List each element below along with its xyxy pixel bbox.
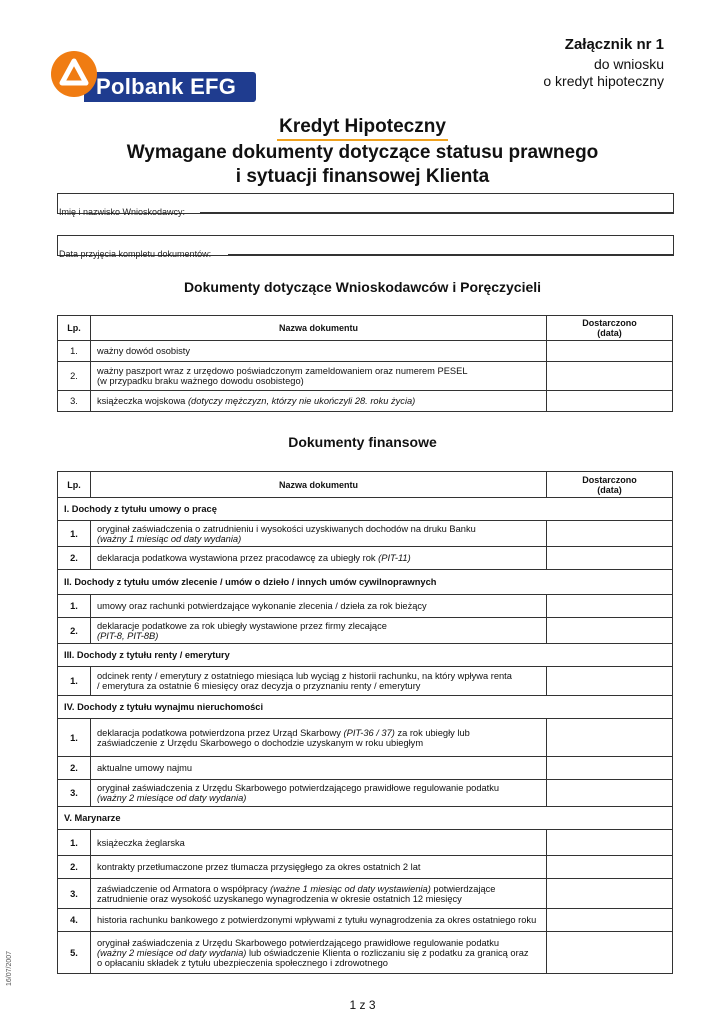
row-text: oryginał zaświadczenia z Urzędu Skarbowego potwierdzającego prawidłowe regulowanie podatku (ważny 2 miesiące od daty wydania) (91, 780, 547, 807)
group-row-rental (58, 696, 673, 719)
page-subtitle (0, 141, 725, 189)
col-lp: Lp. (58, 472, 91, 498)
group-title: III. Dochody z tytułu renty / emerytury (58, 644, 673, 667)
table-row (58, 830, 673, 856)
row-lp: 1. (58, 830, 91, 856)
table-row (58, 757, 673, 780)
row-lp: 3. (58, 780, 91, 807)
row-text: ważny paszport wraz z urzędowo poświadczonym zameldowaniem oraz numerem PESEL (w przypadku braku ważnego dowodu osobistego) (91, 362, 547, 391)
row-text: deklaracja podatkowa wystawiona przez pracodawcę za ubiegły rok (PIT-11) (91, 547, 547, 570)
row-text: zaświadczenie od Armatora o współpracy (ważne 1 miesiąc od daty wystawienia) potwierdzające zatrudnienie oraz wysokość uzyskanego wynagrodzenia w okresie ostatnich 12 miesięcy (91, 879, 547, 909)
row-text: książeczka żeglarska (91, 830, 547, 856)
row-lp: 2. (58, 362, 91, 391)
delivered-date-cell[interactable] (547, 780, 673, 807)
logo-text: Polbank EFG (96, 74, 237, 99)
delivered-date-cell[interactable] (547, 909, 673, 932)
attachment-info (543, 36, 664, 90)
applicant-name-label: Imię i nazwisko Wnioskodawcy: (59, 207, 186, 217)
group-title: II. Dochody z tytułu umów zlecenie / umów o dzieło / innych umów cywilnoprawnych (58, 570, 673, 595)
row-lp: 2. (58, 547, 91, 570)
col-name: Nazwa dokumentu (91, 472, 547, 498)
section2-heading: Dokumenty finansowe (288, 434, 437, 450)
row-text: deklaracje podatkowe za rok ubiegły wystawione przez firmy zlecające (PIT-8, PIT-8B) (91, 618, 547, 644)
delivered-date-cell[interactable] (547, 391, 673, 412)
table-row (58, 856, 673, 879)
row-lp: 1. (58, 341, 91, 362)
table-row (58, 341, 673, 362)
col-lp: Lp. (58, 316, 91, 341)
delivered-date-cell[interactable] (547, 667, 673, 696)
row-text: książeczka wojskowa (dotyczy mężczyzn, którzy nie ukończyli 28. roku życia) (91, 391, 547, 412)
row-lp: 5. (58, 932, 91, 974)
logo-triangle-icon (51, 51, 97, 97)
delivered-date-cell[interactable] (547, 362, 673, 391)
group-row-civil-contracts (58, 570, 673, 595)
row-lp: 1. (58, 521, 91, 547)
row-text: odcinek renty / emerytury z ostatniego miesiąca lub wyciąg z historii rachunku, na który wpływa renta / emerytura za ostatnie 6 miesięcy oraz decyzja o przyznaniu renty / emerytury (91, 667, 547, 696)
table-row (58, 618, 673, 644)
row-text: kontrakty przetłumaczone przez tłumacza przysięgłego za okres ostatnich 2 lat (91, 856, 547, 879)
group-row-pension (58, 644, 673, 667)
row-lp: 2. (58, 856, 91, 879)
delivered-date-cell[interactable] (547, 341, 673, 362)
row-lp: 4. (58, 909, 91, 932)
delivered-date-cell[interactable] (547, 618, 673, 644)
table-row (58, 547, 673, 570)
group-row-employment (58, 498, 673, 521)
attachment-line2: o kredyt hipoteczny (543, 73, 664, 89)
subtitle-line2: i sytuacji finansowej Klienta (235, 166, 490, 187)
row-text: deklaracja podatkowa potwierdzona przez Urząd Skarbowy (PIT-36 / 37) za rok ubiegły lub zaświadczenie z Urzędu Skarbowego o dochodzie uzyskanym w roku ubiegłym (91, 719, 547, 757)
delivered-date-cell[interactable] (547, 932, 673, 974)
row-lp: 1. (58, 595, 91, 618)
table-row (58, 521, 673, 547)
table-row (58, 362, 673, 391)
row-text: aktualne umowy najmu (91, 757, 547, 780)
applicant-name-line (200, 212, 673, 213)
group-row-seamen (58, 807, 673, 830)
section1-heading: Dokumenty dotyczące Wnioskodawców i Poręczycieli (183, 279, 542, 295)
table-row (58, 932, 673, 974)
row-lp: 1. (58, 719, 91, 757)
group-title: I. Dochody z tytułu umowy o pracę (58, 498, 673, 521)
delivered-date-cell[interactable] (547, 595, 673, 618)
delivered-date-cell[interactable] (547, 521, 673, 547)
row-lp: 1. (58, 667, 91, 696)
col-name: Nazwa dokumentu (91, 316, 547, 341)
row-lp: 2. (58, 618, 91, 644)
delivered-date-cell[interactable] (547, 830, 673, 856)
row-text: oryginał zaświadczenia z Urzędu Skarbowego potwierdzającego prawidłowe regulowanie podatku (ważny 2 miesiące od daty wydania) lub oświadczenie Klienta o rozliczaniu się z podatku za granicą oraz o opłacaniu składek z tytułu ubezpieczenia społecznego i zdrowotnego (91, 932, 547, 974)
row-text: ważny dowód osobisty (91, 341, 547, 362)
financial-documents-table (57, 471, 673, 974)
page-number: 1 z 3 (349, 998, 376, 1012)
group-title: V. Marynarze (58, 807, 673, 830)
attachment-line1: do wniosku (593, 56, 664, 72)
table-row (58, 667, 673, 696)
logo-icon (51, 51, 97, 97)
col-delivered: Dostarczono (data) (547, 316, 673, 341)
row-lp: 3. (58, 391, 91, 412)
documents-date-line (228, 254, 673, 255)
table-row (58, 391, 673, 412)
table-row (58, 879, 673, 909)
delivered-date-cell[interactable] (547, 856, 673, 879)
row-text: historia rachunku bankowego z potwierdzonymi wpływami z tytułu wynagrodzenia za okres ostatniego roku (91, 909, 547, 932)
row-text: umowy oraz rachunki potwierdzające wykonanie zlecenia / dzieła za rok bieżący (91, 595, 547, 618)
row-lp: 3. (58, 879, 91, 909)
group-title: IV. Dochody z tytułu wynajmu nieruchomości (58, 696, 673, 719)
page-title: Kredyt Hipoteczny (0, 116, 725, 141)
delivered-date-cell[interactable] (547, 757, 673, 780)
attachment-title: Załącznik nr 1 (564, 36, 664, 53)
side-date: 16/07/2007 (6, 950, 13, 986)
delivered-date-cell[interactable] (547, 719, 673, 757)
table-row (58, 719, 673, 757)
table-row (58, 909, 673, 932)
row-lp: 2. (58, 757, 91, 780)
delivered-date-cell[interactable] (547, 879, 673, 909)
subtitle-line1: Wymagane dokumenty dotyczące statusu prawnego (126, 142, 599, 163)
row-text: oryginał zaświadczenia o zatrudnieniu i wysokości uzyskiwanych dochodów na druku Banku (ważny 1 miesiąc od daty wydania) (91, 521, 547, 547)
applicant-documents-table (57, 315, 673, 412)
table-header-row (58, 316, 673, 341)
delivered-date-cell[interactable] (547, 547, 673, 570)
col-delivered: Dostarczono (data) (547, 472, 673, 498)
documents-date-label: Data przyjęcia kompletu dokumentów: (59, 249, 212, 259)
table-header-row (58, 472, 673, 498)
table-row (58, 780, 673, 807)
table-row (58, 595, 673, 618)
